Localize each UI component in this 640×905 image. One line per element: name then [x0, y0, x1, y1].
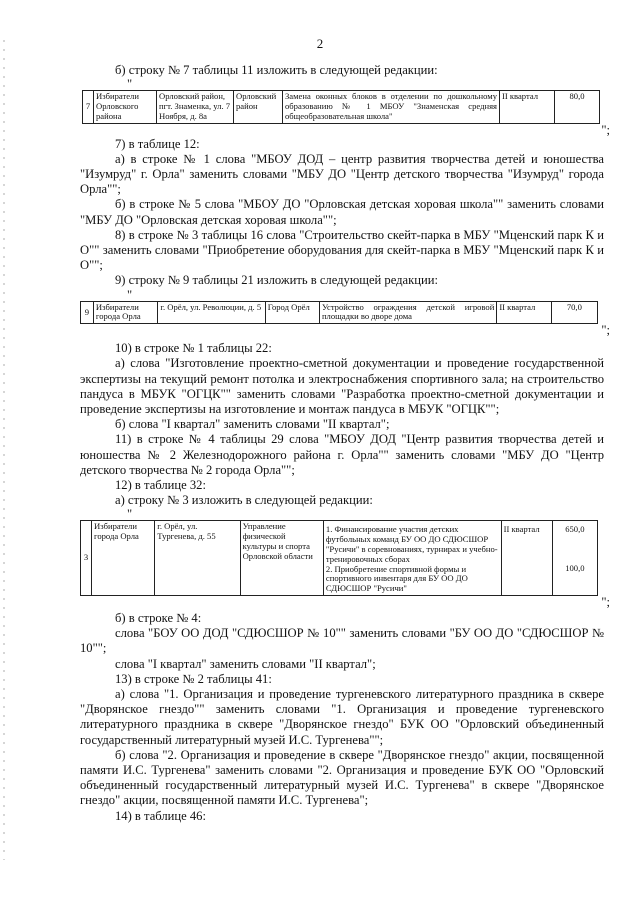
amount-2: 100,0	[565, 563, 585, 574]
quote-close: ";	[601, 595, 610, 610]
paragraph: б) в строке № 4:	[115, 611, 202, 626]
cell-measure: Замена оконных блоков в отделении по дошкольному образованию № 1 МБОУ "Знаменская средняя общеобразовательная школа"	[283, 91, 500, 123]
cell-address: г. Орёл, ул. Революции, д. 5	[158, 301, 265, 324]
paragraph: 11) в строке № 4 таблицы 29 слова "МБОУ ДОД "Центр развития творчества детей и юношества № 2 Железнодорожного района г. Орла"" заменить словами "МБУ ДО "Центр детского творчества № 2 города Орла"";	[80, 432, 604, 477]
quote-open: "	[127, 77, 133, 92]
quote-close: ";	[601, 323, 610, 338]
paragraph: б) слова "I квартал" заменить словами "II квартал";	[115, 417, 390, 432]
paragraph: б) строку № 7 таблицы 11 изложить в следующей редакции:	[115, 63, 438, 77]
cell-voters: Избиратели города Орла	[92, 521, 155, 596]
cell-num: 3	[81, 521, 92, 596]
cell-territory: Орловский район	[234, 91, 283, 123]
page-number: 2	[316, 36, 324, 51]
cell-voters: Избиратели города Орла	[93, 301, 158, 324]
cell-amount: 80,0	[555, 91, 600, 123]
paragraph: 12) в таблице 32:	[115, 478, 206, 493]
table-11-row	[82, 90, 600, 123]
cell-period: II квартал	[497, 301, 551, 324]
paragraph: а) слова "1. Организация и проведение тургеневского литературного праздника в сквере "Дворянское гнездо"" заменить словами "1. Организация и проведение тургеневского литературного праздника в сквере "Дворянское гнездо" БУК ОО "Орловский объединенный государственный литературный музей И.С. Тургенева"";	[80, 687, 604, 747]
amount-1: 650,0	[565, 524, 585, 535]
paragraph: 14) в таблице 46:	[115, 808, 206, 823]
document-body	[80, 56, 610, 824]
cell-address: г. Орёл, ул. Тургенева, д. 55	[155, 521, 240, 596]
cell-territory: Город Орёл	[265, 301, 319, 324]
cell-executor: Управление физической культуры и спорта Орловской области	[240, 521, 323, 596]
paragraph: слова "I квартал" заменить словами "II квартал";	[115, 656, 376, 671]
paragraph: б) слова "2. Организация и проведение в сквере "Дворянское гнездо" акции, посвященной памяти И.С. Тургенева" заменить словами "2. Организация и проведение БУК ОО "Орловский объединенный государственный литературный музей И.С. Тургенева" в сквере "Дворянское гнездо" акции, посвященной памяти И.С. Тургенева";	[80, 747, 604, 808]
cell-period: II квартал	[500, 91, 555, 123]
quote-open: "	[127, 507, 133, 522]
measure-item-1: 1. Финансирование участия детских футбольных команд БУ ОО ДО СДЮСШОР "Русичи" в соревнованиях, турнирах и учебно-тренировочных сборах	[325, 524, 498, 564]
paragraph: слова "БОУ ОО ДОД "СДЮСШОР № 10"" заменить словами "БУ ОО ДО "СДЮСШОР № 10"";	[80, 626, 604, 656]
cell-amount: 70,0	[551, 301, 597, 324]
cell-num: 9	[81, 301, 94, 324]
paragraph: 13) в строке № 2 таблицы 41:	[115, 671, 272, 686]
cell-amount	[552, 521, 597, 596]
paragraph: 8) в строке № 3 таблицы 16 слова "Строительство скейт-парка в МБУ "Мценский парк К и О"" заменить словами "Приобретение оборудования для скейт-парка в МБУ "Мценский парк К и О"";	[80, 227, 604, 273]
quote-open: "	[127, 287, 133, 302]
paragraph: б) в строке № 5 слова "МБОУ ДО "Орловская детская хоровая школа"" заменить словами "МБУ ДО "Орловская детская хоровая школа"";	[80, 197, 604, 227]
quote-close: ";	[601, 122, 610, 137]
paragraph: 10) в строке № 1 таблицы 22:	[115, 341, 272, 356]
cell-measure: Устройство ограждения детской игровой площадки во дворе дома	[319, 301, 496, 324]
table-row	[81, 301, 598, 324]
table-row	[81, 521, 598, 596]
paragraph: а) строку № 3 изложить в следующей редакции:	[115, 493, 373, 508]
table-row	[83, 91, 600, 123]
cell-voters: Избиратели Орловского района	[94, 91, 157, 123]
cell-num: 7	[83, 91, 94, 123]
paragraph: а) в строке № 1 слова "МБОУ ДОД – центр развития творчества детей и юношества "Изумруд" г. Орла" заменить словами "МБУ ДО "Центр детского творчества "Изумруд" города Орла"";	[80, 151, 604, 197]
table-32-row	[80, 520, 598, 596]
table-21-row	[80, 301, 598, 325]
paragraph: 7) в таблице 12:	[115, 136, 200, 151]
cell-measures	[323, 521, 501, 596]
paragraph: а) слова "Изготовление проектно-сметной документации и проведение государственной экспертизы на текущий ремонт потолка и электроснабжения спортивного зала; на строительство пандуса в МБУК "ОГЦК"" заменить словами "Разработка проектно-сметной документации и проведение экспертизы на изготовление и монтаж пандуса в МБУК "ОГЦК"";	[80, 356, 604, 417]
scan-margin-marks	[3, 40, 5, 860]
cell-address: Орловский район, пгт. Знаменка, ул. 7 Ноября, д. 8а	[157, 91, 234, 123]
paragraph: 9) строку № 9 таблицы 21 изложить в следующей редакции:	[115, 273, 438, 288]
cell-period: II квартал	[501, 521, 552, 596]
measure-item-2: 2. Приобретение спортивной формы и спортивного инвентаря для БУ ОО ДО СДЮСШОР "Русичи"	[325, 563, 468, 594]
